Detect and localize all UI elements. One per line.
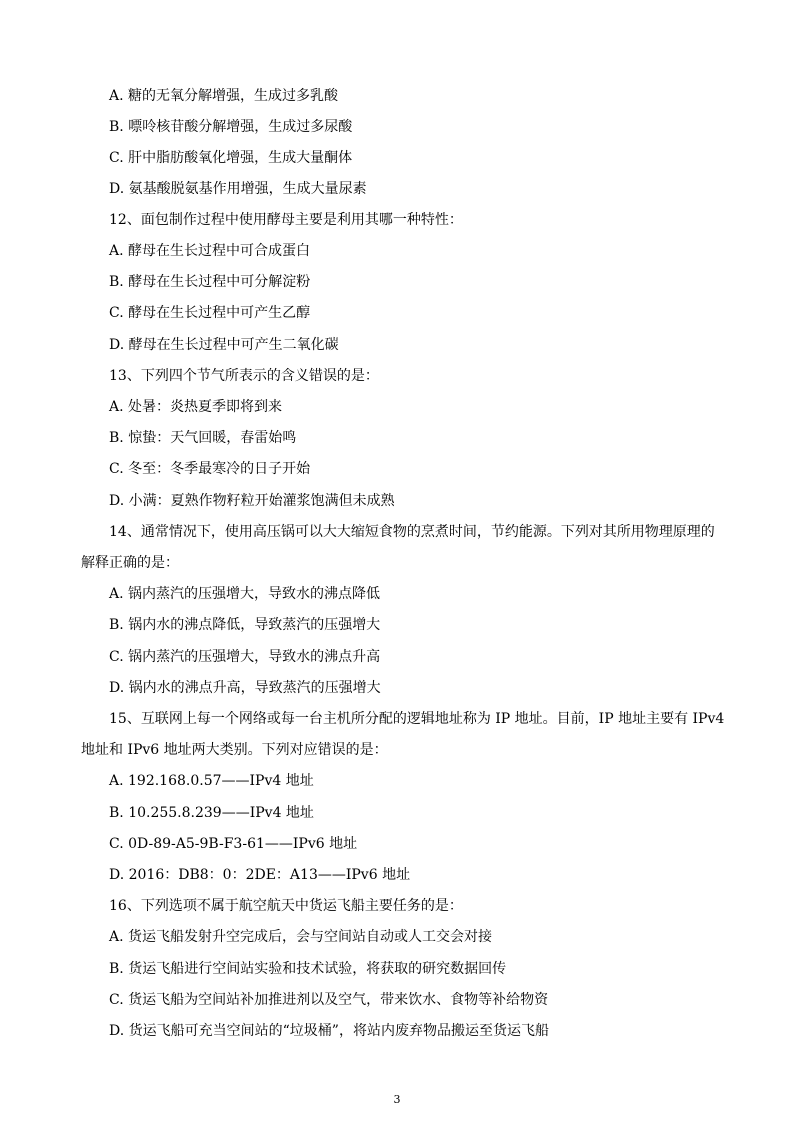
option-16a: A. 货运飞船发射升空完成后，会与空间站自动或人工交会对接 [109,929,493,945]
option-14d: D. 锅内水的沸点升高，导致蒸汽的压强增大 [109,680,381,696]
option-15a: A. 192.168.0.57——IPv4 地址 [109,773,314,789]
question-16: 16、下列选项不属于航空航天中货运飞船主要任务的是： [109,898,463,914]
option-15c: C. 0D-89-A5-9B-F3-61——IPv6 地址 [109,836,358,852]
option-14a: A. 锅内蒸汽的压强增大，导致水的沸点降低 [109,586,381,602]
option-12c: C. 酵母在生长过程中可产生乙醇 [109,305,311,321]
option-13d: D. 小满：夏熟作物籽粒开始灌浆饱满但未成熟 [109,493,395,509]
page-number: 3 [393,1093,401,1106]
question-13: 13、下列四个节气所表示的含义错误的是： [109,368,379,384]
option-11b: B. 嘌呤核苷酸分解增强，生成过多尿酸 [109,119,353,135]
question-14: 14、通常情况下，使用高压锅可以大大缩短食物的烹煮时间，节约能源。下列对其所用物理原理的 [109,524,715,540]
question-14-continued: 解释正确的是： [81,555,179,571]
option-15b: B. 10.255.8.239——IPv4 地址 [109,805,314,821]
option-15d: D. 2016：DB8：0：2DE：A13——IPv6 地址 [109,867,411,883]
option-16b: B. 货运飞船进行空间站实验和技术试验，将获取的研究数据回传 [109,961,507,977]
option-11d: D. 氨基酸脱氨基作用增强，生成大量尿素 [109,181,367,197]
question-15-continued: 地址和 IPv6 地址两大类别。下列对应错误的是： [81,742,388,758]
option-11a: A. 糖的无氧分解增强，生成过多乳酸 [109,88,339,104]
option-13c: C. 冬至：冬季最寒冷的日子开始 [109,461,311,477]
option-12a: A. 酵母在生长过程中可合成蛋白 [109,243,311,259]
question-12: 12、面包制作过程中使用酵母主要是利用其哪一种特性： [109,212,463,228]
option-12b: B. 酵母在生长过程中可分解淀粉 [109,274,311,290]
option-12d: D. 酵母在生长过程中可产生二氧化碳 [109,337,339,353]
option-14b: B. 锅内水的沸点降低，导致蒸汽的压强增大 [109,617,381,633]
option-16d: D. 货运飞船可充当空间站的“垃圾桶”，将站内废弃物品搬运至货运飞船 [109,1023,549,1039]
question-15: 15、互联网上每一个网络或每一台主机所分配的逻辑地址称为 IP 地址。目前，IP 地址主要有 IPv4 [109,711,725,727]
option-13a: A. 处暑：炎热夏季即将到来 [109,399,283,415]
option-16c: C. 货运飞船为空间站补加推进剂以及空气，带来饮水、食物等补给物资 [109,992,549,1008]
option-13b: B. 惊蛰：天气回暖，春雷始鸣 [109,430,297,446]
option-11c: C. 肝中脂肪酸氧化增强，生成大量酮体 [109,150,353,166]
option-14c: C. 锅内蒸汽的压强增大，导致水的沸点升高 [109,649,381,665]
